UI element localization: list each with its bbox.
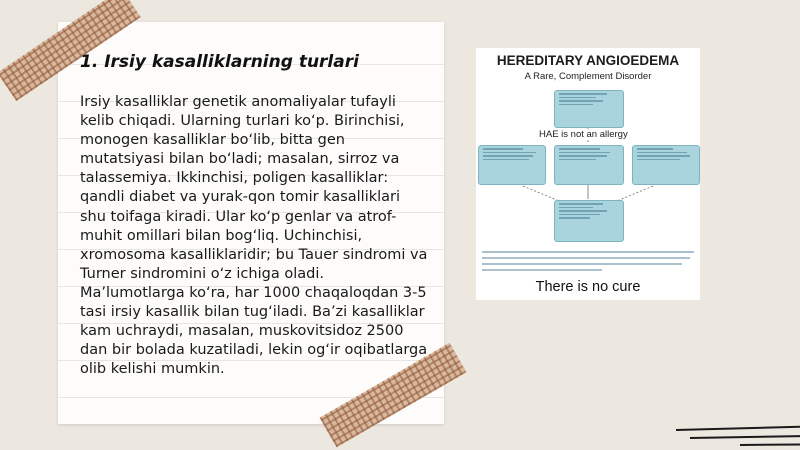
bottom-info-box <box>554 200 624 242</box>
left-info-box <box>478 145 546 185</box>
footnote-line <box>482 257 690 259</box>
center-info-box <box>554 145 624 185</box>
infographic-subtitle: A Rare, Complement Disorder <box>524 71 652 82</box>
decorative-line <box>676 426 800 431</box>
top-info-box <box>554 90 624 128</box>
decorative-line <box>740 443 800 446</box>
footnote-line <box>482 251 694 253</box>
slide-heading: 1. Irsiy kasalliklarning turlari <box>80 52 359 72</box>
hae-not-allergy-label: HAE is not an allergy <box>539 129 628 140</box>
footnote-line <box>482 263 682 265</box>
right-info-box <box>632 145 700 185</box>
infographic-title: HEREDITARY ANGIOEDEMA <box>496 53 680 68</box>
decorative-line <box>690 435 800 439</box>
footnote-line <box>482 269 602 271</box>
slide-body-text: Irsiy kasalliklar genetik anomaliyalar tufayli kelib chiqadi. Ularning turlari ko‘p. Birinchisi, monogen kasalliklar bo‘lib, bitta gen mutatsiyasi bilan bo‘ladi; masalan, sirroz va talassemiya. Ikkinchisi, poligen kasalliklar: qandli diabet va yurak-qon tomir kasalliklari shu toifaga kiradi. Ular ko‘p genlar va atrof-muhit omillari bilan bog‘liq. Uchinchisi, xromosoma kasalliklaridir; bu Tauer sindromi va Turner sindromini o‘z ichiga oladi. Ma’lumotlarga ko‘ra, har 1000 chaqaloqdan 3-5 tasi irsiy kasallik bilan tug‘iladi. Ba’zi kasalliklar kam uchraydi, masalan, muskovitsidoz 2500 dan bir bolada kuzatiladi, lekin og‘ir oqibatlarga olib kelishi mumkin. <box>80 94 428 378</box>
hae-infographic <box>476 48 700 300</box>
infographic-caption: There is no cure <box>535 279 641 295</box>
